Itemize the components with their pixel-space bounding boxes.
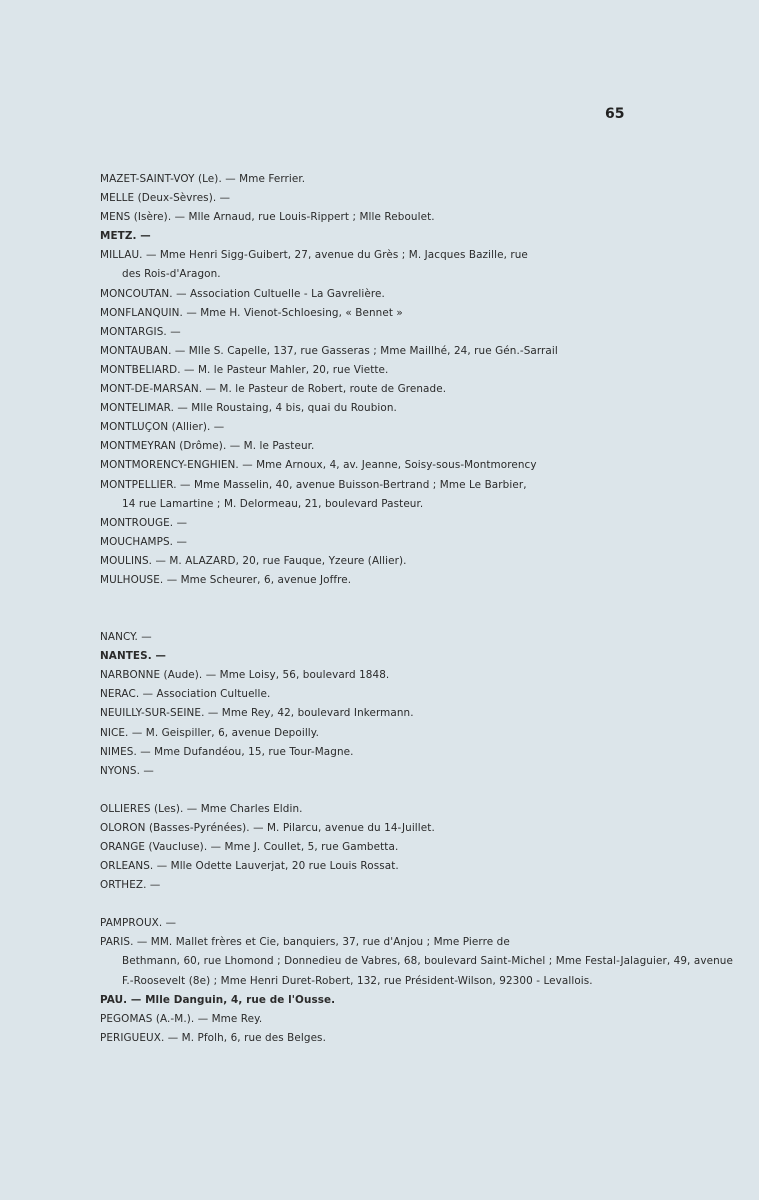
section-gap (100, 895, 740, 914)
directory-list (100, 170, 740, 1048)
directory-entry: MONT-DE-MARSAN. — M. le Pasteur de Robert, route de Grenade. (100, 383, 447, 396)
directory-entry: MOULINS. — M. ALAZARD, 20, rue Fauque, Yzeure (Allier). (100, 554, 407, 567)
directory-entry: NIMES. — Mme Dufandéou, 15, rue Tour-Magne. (100, 745, 354, 758)
entry-line: PARIS. — MM. Mallet frères et Cie, banquiers, 37, rue d'Anjou ; Mme Pierre de (100, 936, 510, 949)
directory-entry: MAZET-SAINT-VOY (Le). — Mme Ferrier. (100, 173, 306, 185)
section-gap (100, 781, 740, 800)
entry-line: MILLAU. — Mme Henri Sigg-Guibert, 27, avenue du Grès ; M. Jacques Bazille, rue (100, 249, 528, 262)
directory-entry: MONTMORENCY-ENGHIEN. — Mme Arnoux, 4, av. Jeanne, Soisy-sous-Montmorency (100, 459, 537, 472)
directory-entry: MONCOUTAN. — Association Cultuelle - La Gavrelière. (100, 287, 385, 300)
directory-entry: MONFLANQUIN. — Mme H. Vienot-Schloesing, « Bennet » (100, 306, 403, 319)
directory-entry: MOUCHAMPS. — (100, 535, 187, 548)
directory-entry: MONTLUÇON (Allier). — (100, 421, 225, 434)
directory-entry: NARBONNE (Aude). — Mme Loisy, 56, boulevard 1848. (100, 669, 390, 682)
entry-continuation: 14 rue Lamartine ; M. Delormeau, 21, boulevard Pasteur. (122, 497, 424, 510)
page-number: 65 (605, 106, 625, 122)
entry-line: MONTPELLIER. — Mme Masselin, 40, avenue Buisson-Bertrand ; Mme Le Barbier, (100, 478, 527, 491)
directory-entry: MULHOUSE. — Mme Scheurer, 6, avenue Joffre. (100, 573, 352, 586)
directory-entry: NANCY. — (100, 631, 152, 644)
directory-entry: ORTHEZ. — (100, 879, 161, 892)
directory-entry: ORLEANS. — Mlle Odette Lauverjat, 20 rue Louis Rossat. (100, 860, 399, 873)
entry-continuation: Bethmann, 60, rue Lhomond ; Donnedieu de Vabres, 68, boulevard Saint-Michel ; Mme Festal-Jalaguier, 49, avenue F.-Roosevelt (8e) ; Mme Henri Duret-Robert, 132, rue Président-Wilson, 92300 - Levallois. (122, 955, 733, 987)
directory-entry: OLORON (Basses-Pyrénées). — M. Pilarcu, avenue du 14-Juillet. (100, 821, 435, 834)
directory-entry: MONTARGIS. — (100, 325, 181, 338)
directory-entry: MONTBELIARD. — M. le Pasteur Mahler, 20, rue Viette. (100, 363, 389, 376)
section-gap (100, 609, 740, 628)
directory-entry (100, 933, 740, 990)
directory-entry: PAU. — Mlle Danguin, 4, rue de l'Ousse. (100, 993, 336, 1006)
directory-entry: PAMPROUX. — (100, 917, 177, 930)
directory-entry: NICE. — M. Geispiller, 6, avenue Depoilly. (100, 726, 319, 739)
directory-entry: PERIGUEUX. — M. Pfolh, 6, rue des Belges. (100, 1031, 326, 1044)
directory-entry: NYONS. — (100, 764, 154, 777)
entry-continuation: des Rois-d'Aragon. (122, 268, 221, 281)
directory-entry (100, 246, 740, 284)
directory-entry: MONTMEYRAN (Drôme). — M. le Pasteur. (100, 440, 315, 453)
directory-entry: NANTES. — (100, 650, 166, 663)
directory-entry: MENS (Isère). — Mlle Arnaud, rue Louis-Rippert ; Mlle Reboulet. (100, 211, 435, 224)
directory-entry: PEGOMAS (A.-M.). — Mme Rey. (100, 1012, 263, 1025)
directory-entry: METZ. — (100, 230, 151, 243)
directory-entry: MONTAUBAN. — Mlle S. Capelle, 137, rue Gasseras ; Mme Maillhé, 24, rue Gén.-Sarrail (100, 344, 558, 357)
section-gap (100, 590, 740, 609)
directory-entry: NEUILLY-SUR-SEINE. — Mme Rey, 42, boulevard Inkermann. (100, 707, 414, 720)
directory-entry: MELLE (Deux-Sèvres). — (100, 192, 231, 205)
directory-entry: MONTROUGE. — (100, 516, 188, 529)
directory-entry: NERAC. — Association Cultuelle. (100, 688, 271, 701)
directory-entry (100, 476, 740, 514)
directory-entry: OLLIERES (Les). — Mme Charles Eldin. (100, 802, 303, 815)
directory-entry: ORANGE (Vaucluse). — Mme J. Coullet, 5, rue Gambetta. (100, 841, 399, 853)
directory-entry: MONTELIMAR. — Mlle Roustaing, 4 bis, quai du Roubion. (100, 402, 397, 415)
